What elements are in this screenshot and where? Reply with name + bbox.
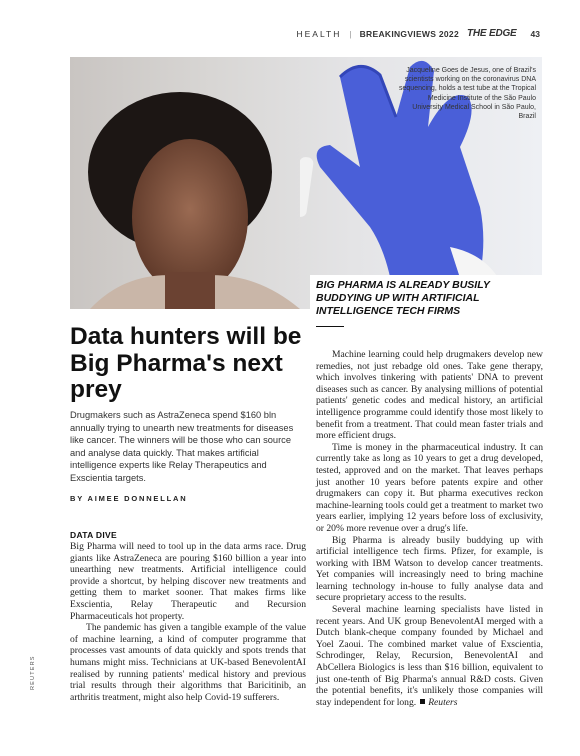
publication-label: BREAKINGVIEWS 2022 — [359, 28, 459, 39]
article-column-left — [70, 530, 306, 703]
pull-quote — [310, 275, 542, 337]
page-number: 43 — [530, 28, 540, 39]
article-subhead: DATA DIVE — [70, 530, 117, 540]
page-header — [296, 28, 540, 39]
body-paragraph: Big Pharma will need to tool up in the data arms race. Drug giants like AstraZeneca are pouring $160 billion a year into unearthing new treatments. Artificial intelligence could provide a shortcut, by helping discover new treatments and getting them to market sooner. That makes firms like Exscientia, Relay Therapeutic and Recursion Pharmaceuticals hot property. — [70, 541, 306, 622]
body-paragraph: The pandemic has given a tangible example of the value of machine learning, a kind of computer programme that processes vast amounts of data quickly and spots trends that humans might miss. Technicians at UK-based BenevolentAI realised by running patients' medical history and previous trial results through their algorithms that Baricitinib, an arthritis treatment, might also help Covid-19 sufferers. — [70, 622, 306, 703]
article-byline: BY AIMEE DONNELLAN — [70, 494, 188, 503]
pull-quote-text: BIG PHARMA IS ALREADY BUSILY BUDDYING UP WITH ARTIFICIAL INTELLIGENCE TECH FIRMS — [316, 279, 490, 317]
article-credit: Reuters — [428, 696, 458, 708]
end-mark-icon — [420, 699, 425, 704]
article-standfirst: Drugmakers such as AstraZeneca spend $160 bln annually trying to unearth new treatments for diseases like cancer. The winners will be those who can source and analyse data quickly. That makes artificial intelligence experts like Relay Therapeutics and Exscientia targets. — [70, 410, 294, 483]
body-paragraph: Big Pharma is already busily buddying up with artificial intelligence tech firms. Pfizer, for example, is working with IBM Watson to develop cancer treatments. Yet companies will increasingly need to bring machine learning technology in-house to fully analyse data and secure proprietary access to the results. — [316, 534, 543, 604]
body-paragraph-last — [316, 604, 543, 708]
scientist-illustration — [70, 77, 320, 309]
section-label: HEALTH — [296, 28, 342, 39]
header-separator: | — [349, 28, 352, 39]
body-paragraph: Machine learning could help drugmakers develop new remedies, not just rebadge old ones. Take gene therapy, which involves tinkering with patients' DNA to prevent diseases such as cancer. By analysing millions of potential patients' genetic codes and medical history, an artificial intelligence programme could identify those most likely to benefit from a treatment. That could mean faster trials and more efficient drugs. — [316, 349, 543, 442]
photo-caption: Jacqueline Goes de Jesus, one of Brazil's scientists working on the coronavirus DNA sequencing, holds a test tube at the Tropical Medicine Institute of the São Paulo University Medical School in São Paulo, Brazil — [399, 67, 536, 121]
pull-quote-rule — [316, 326, 344, 327]
body-paragraph: Time is money in the pharmaceutical industry. It can currently take as long as 10 years to get a drug developed, tested, approved and on the market. That leaves perhaps just another 10 years before patents expire and other drugmakers can copy it. But pharma executives reckon machine-learning tools could get a treatment to market two years earlier, implying 12 years before loss of exclusivity, or 20% more revenue over a drug's life. — [316, 441, 543, 534]
photo-credit: REUTERS — [30, 655, 36, 690]
body-paragraph-text: Several machine learning specialists have listed in recent years. And UK group BenevolentAI merged with a Dutch blank-cheque company founded by Michael and Yoel Zaoui. The combined market value of Exscientia, Schrodinger, Relay, Recursion, BenevolentAI and AbCellera Biologics is less than $16 billion, equivalent to just one-tenth of Big Pharma's annual R&D costs. Given the potential benefits, it's unlikely those companies will stay independent for long. — [316, 604, 543, 708]
article-column-right — [316, 349, 543, 708]
brand-logo: THE EDGE — [467, 28, 517, 39]
article-headline: Data hunters will be Big Pharma's next prey — [70, 323, 302, 403]
